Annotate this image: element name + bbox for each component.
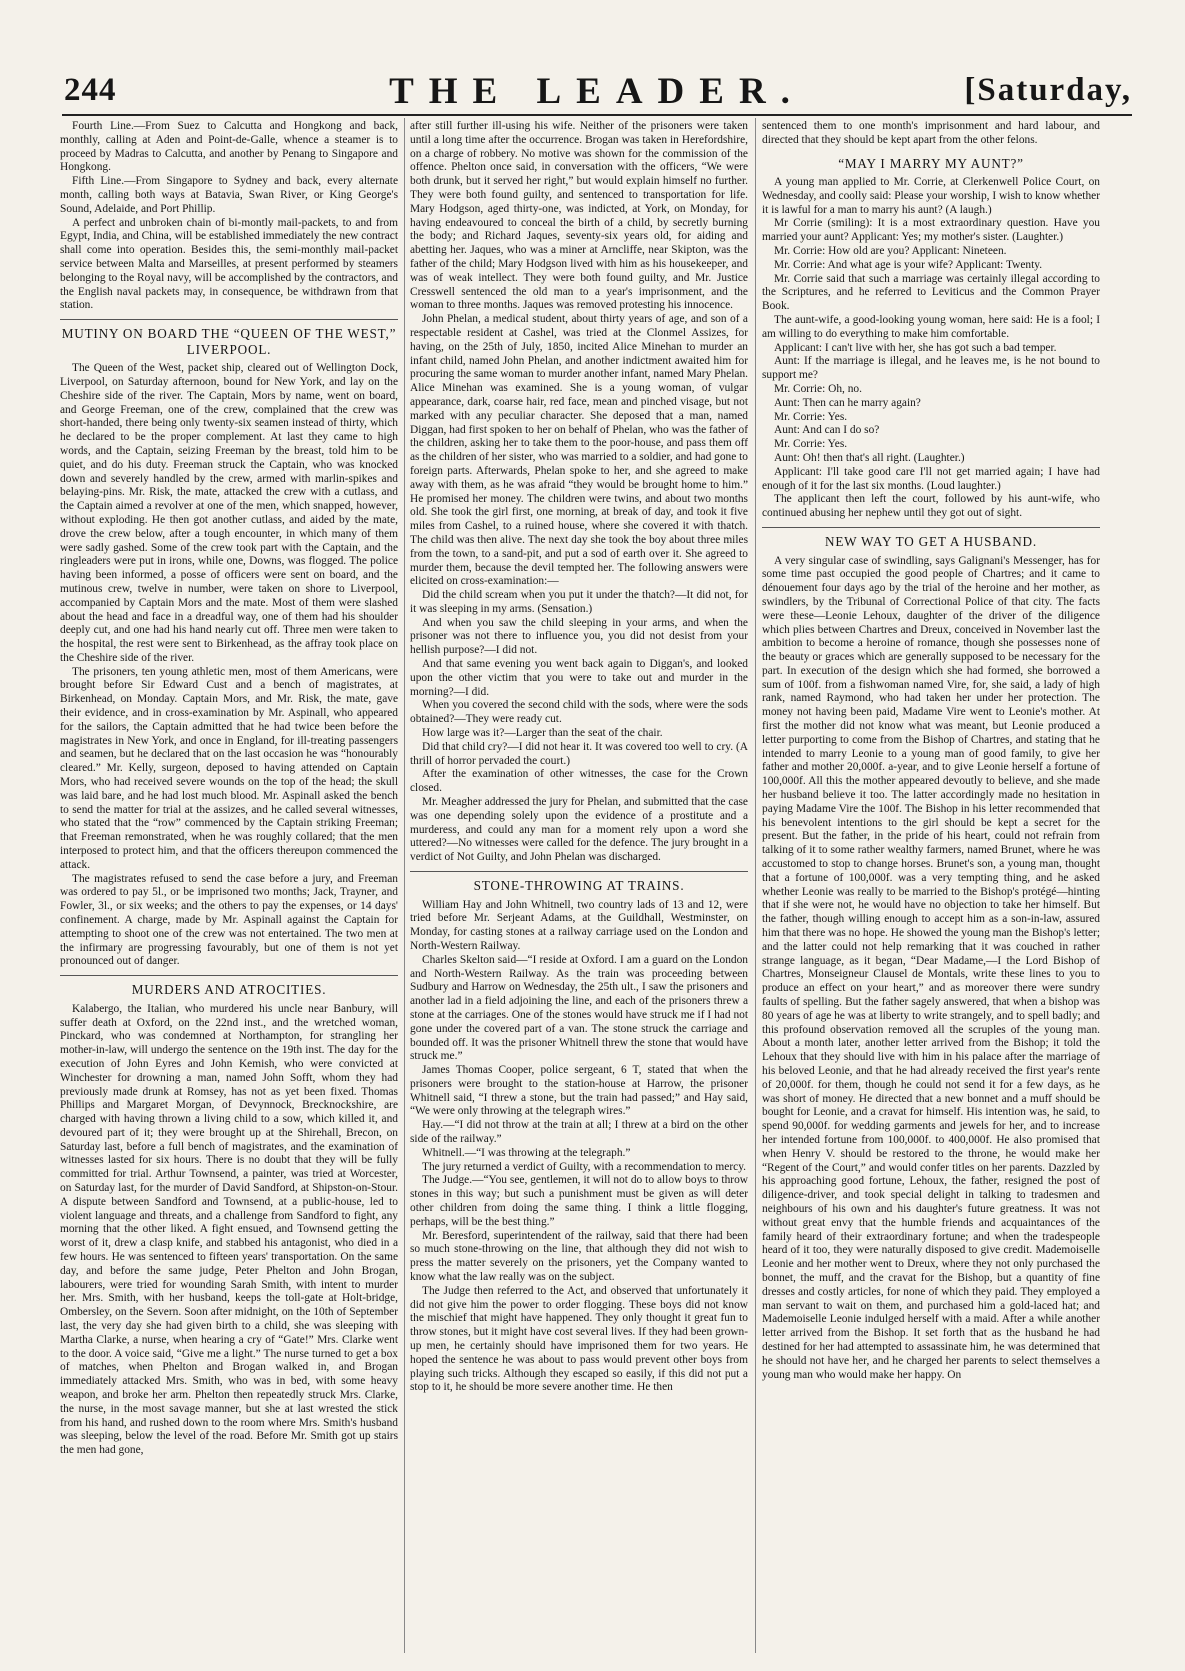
paragraph: Whitnell.—“I was throwing at the telegraph.” — [422, 1146, 631, 1159]
column-divider — [404, 118, 405, 1653]
paragraph: Mr. Corrie: Oh, no. — [774, 383, 862, 396]
issue-day: [Saturday, — [964, 72, 1132, 108]
article-heading: STONE-THROWING AT TRAINS. — [410, 871, 748, 894]
paper-title: THE LEADER. — [389, 71, 805, 112]
paragraph: The magistrates refused to send the case before a jury, and Freeman was ordered to pay 5l., or be imprisoned two months; Jack, Trayner, and Fowler, 3l., or six weeks; and the others to pay the expenses, or 14 days' confinement. A charge, made by Mr. Aspinall against the Captain for attempting to shoot one of the crew was not entertained. The two men at the infirmary are progressing favourably, but one of them is not yet pronounced out of danger. — [60, 872, 398, 968]
column-2 — [410, 120, 748, 1652]
masthead-rule — [62, 114, 1132, 116]
qa-line: How large was it?—Larger than the seat of the chair. — [422, 727, 663, 740]
column-divider — [755, 118, 756, 1653]
qa-line: And when you saw the child sleeping in your arms, and when the prisoner was not there to influence you, you did not desist from your hellish purpose?—I did not. — [410, 616, 748, 657]
paragraph: The Judge then referred to the Act, and observed that unfortunately it did not give him the power to order flogging. These boys did not know the mischief that might have happened. They only thought it great fun to throw stones, but it might have cost several lives. If they had been grown-up men, he certainly should have imprisoned them for two years. He hoped the sentence he was about to pass would prevent other boys from playing such tricks. Although they escaped so easily, if this did not put a stop to it, he should be more severe another time. He then — [410, 1284, 748, 1394]
paragraph: Applicant: I can't live with her, she has got such a bad temper. — [774, 341, 1057, 354]
paragraph: The jury returned a verdict of Guilty, with a recommendation to mercy. — [422, 1160, 746, 1173]
paragraph: Mr. Meagher addressed the jury for Phelan, and submitted that the case was one depending solely upon the evidence of a prostitute and a murderess, and could any man for a moment rely upon a word she uttered?—No witnesses were called for the defence. The jury brought in a verdict of Not Guilty, and John Phelan was discharged. — [410, 796, 748, 864]
paragraph: The prisoners, ten young athletic men, most of them Americans, were brought before Sir Edward Cust and a bench of magistrates, at Birkenhead, on Monday. Captain Mors, and Mr. Risk, the mate, gave their evidence, and in cross-examination by Mr. Aspinall, who appeared for the sailors, the Captain admitted that he had twice been before the magistrates in New York, and once in England, for ill-treating passengers and seamen, but he declared that on the last occasion he was “honourably cleared.” Mr. Kelly, surgeon, deposed to having attended on Captain Mors, who had received severe wounds on the top of the head; the skull was laid bare, and he had lost much blood. Mr. Aspinall asked the bench to send the matter for trial at the assizes, and he called several witnesses, who stated that the “row” commenced by the Captain striking Freeman; that Freeman remonstrated, when he was roughly collared; that the men interposed to protect him, and that the officers thereupon commenced the attack. — [60, 665, 398, 871]
paragraph: Mr. Corrie said that such a marriage was certainly illegal according to the Scriptures, and he referred to Leviticus and the Common Prayer Book. — [762, 272, 1100, 313]
article-heading: NEW WAY TO GET A HUSBAND. — [762, 527, 1100, 550]
paragraph: Mr. Corrie: How old are you? Applicant: Nineteen. — [774, 245, 1007, 258]
page-number: 244 — [64, 72, 117, 108]
paragraph: Aunt: Oh! then that's all right. (Laughter.) — [774, 452, 965, 465]
paragraph: Aunt: And can I do so? — [774, 424, 880, 437]
paragraph: Applicant: I'll take good care I'll not get married again; I have had enough of it for the last six months. (Loud laughter.) — [762, 465, 1100, 492]
paragraph: Mr Corrie (smiling): It is a most extraordinary question. Have you married your aunt? Applicant: Yes; my mother's sister. (Laughter.) — [762, 217, 1100, 244]
paragraph: A young man applied to Mr. Corrie, at Clerkenwell Police Court, on Wednesday, and coolly said: Please your worship, I wish to know whether it is lawful for a man to marry his aunt? (A laugh.) — [762, 176, 1100, 216]
paragraph: A very singular case of swindling, says Galignani's Messenger, has for some time past occupied the good people of Chartres; and it came to dénouement four days ago by the trial of the heroine and her mother, as swindlers, by the Tribunal of Correctional Police of that city. The facts were these—Leonie Lehoux, daughter of the driver of the diligence which plies between Chartres and Dreux, conceived in November last the ambition to become a heroine of romance, though she possesses none of the beauty or graces which are generally supposed to be necessary for the part. In execution of the design which she had formed, she borrowed a sum of 100f. from a fishwoman named Vire, for, she said, a lady of high rank, named Raymond, who had taken her under her protection. The money not having been paid, Madame Vire went to Leonie's mother. At first the mother did not know what was meant, but Leonie produced a letter purporting to come from the Bishop of Chartres, and stating that he intended to marry Leonie to a young man of good family, to give her father and mother 20,000f. a-year, and to give Leonie herself a fortune of 100,000f. All this the mother appeared devoutly to believe, and she made her husband believe it too. The latter accordingly made no hesitation in paying Madame Vire the 100f. The Bishop in his letter recommended that his benevolent intentions to the girl should be kept a secret for the present. But the father, in the pride of his heart, could not refrain from talking of it to some rather wealthy farmers, named Brunet, where he was accustomed to stop to change horses. Brunet's son, a young man, thought that a fortune of 100,000f. was a very tempting thing, and he asked whether Leonie was really to be married to the Bishop's protégé—hinting that if she were not, he would have no objection to take her himself. But the father, though willing enough to accept him as a son-in-law, assured him that there was no hope. He showed the young man the Bishop's letter; and the latter could not help remarking that it was couched in rather strange language, as it began, “Dear Madame,—I the Lord Bishop of Chartres, Monseigneur Clausel de Montals, write these lines to you to produce an effect on your heart,” and as moreover there were sundry faults of spelling. But the father sagely answered, that when a bishop was 80 years of age he was at liberty to write strangely, and to spell badly; and this profound observation removed all the scruples of the young man. About a month later, another letter arrived from the Bishop; it told the Lehoux that they should live with him in his palace after the marriage of his beloved Leonie, and that he had already received the first year's rente of 20,000f. for them, though he could not send it for a few days, as he was short of money. He directed that a new bonnet and a muff should be bought for Leonie, and a cravat for himself. His intention was, he said, to spend 90,000f. for wedding garments and jewels for her, and to increase her intended fortune from 100,000f. to 400,000f. He also promised that when Henry V. should be restored to the throne, he would make her “Regent of the Court,” and would confer titles on her parents. Dazzled by his approaching good fortune, Lehoux, the father, resigned the post of diligence-driver, and took special delight in talking to tradesmen and neighbours of his own and his daughter's future greatness. It was not without great envy that the humble friends and acquaintances of the family heard of their extraordinary fortune; and when the tradespeople heard of it too, they were naturally disposed to give credit. Mademoiselle Leonie and her mother went to Dreux, where they not only purchased the bonnet, the muff, and the cravat for the Bishop, but a quantity of fine dresses and costly articles, for none of which they paid. They employed a man servant to wait on them, and purchased him a gold-laced hat; and Mademoiselle Leonie indulged herself with a maid. After a while another letter arrived from the Bishop. It set forth that as the husband he had destined for her had attempted to assassinate him, he was determined that he should not have her, and he charged her parents to select themselves a young man who would make her happy. On — [762, 554, 1100, 1381]
column-3 — [762, 120, 1100, 1652]
paragraph: The aunt-wife, a good-looking young woman, here said: He is a fool; I am willing to do everything to make him comfortable. — [762, 314, 1100, 340]
paragraph: after still further ill-using his wife. Neither of the prisoners were taken until a long time after the occurrence. Brogan was taken in Herefordshire, on a charge of robbery. No motive was shown for the commission of the offence. Phelton once said, in conversation with the officers, “We were both drunk, but it served her right,” but would explain himself no further. They were both found guilty, and sentenced to transportation for life. Mary Hodgson, aged thirty-one, was indicted, at York, on Monday, for having endeavoured to conceal the birth of a child, by secretly burning the body; and Richard Jaques, seventy-six years old, for aiding and abetting her. Jaques, who was a miner at Arncliffe, near Skipton, was the father of the child; Mary Hodgson lived with him as his housekeeper, and was of weak intellect. They were both found guilty, and Mr. Justice Cresswell sentenced the old man to a year's imprisonment, and the woman to three months. Jaques was removed protesting his innocence. — [410, 120, 748, 312]
paragraph: A perfect and unbroken chain of bi-montly mail-packets, to and from Egypt, India, and China, will be established immediately the new contract shall come into operation. Besides this, the semi-monthly mail-packet service between Malta and Marseilles, at present performed by steamers belonging to the Royal navy, will be accomplished by the contractors, and the English naval packets may, in consequence, be withdrawn from that station. — [60, 216, 398, 312]
paragraph: Fourth Line.—From Suez to Calcutta and Hongkong and back, monthly, calling at Aden and Point-de-Galle, whence a steamer is to proceed by Madras to Calcutta, and another by Penang to Singapore and Hongkong. — [60, 120, 398, 174]
paragraph: Charles Skelton said—“I reside at Oxford. I am a guard on the London and North-Western Railway. As the train was proceeding between Sudbury and Harrow on Wednesday, the 25th ult., I saw the prisoners and another lad in a field adjoining the line, and each of the prisoners threw a stone at the carriages. One of the stones would have struck me if I had not gone under the covered part of a van. The stone struck the carriage and bounded off. It was the prisoner Whitnell threw the stone that would have struck me.” — [410, 953, 748, 1063]
paragraph: Mr. Beresford, superintendent of the railway, said that there had been so much stone-throwing on the line, that although they did not wish to press the matter severely on the prisoners, yet the Company wanted to know what the law really was on the subject. — [410, 1229, 748, 1284]
article-heading: MUTINY ON BOARD THE “QUEEN OF THE WEST,” LIVERPOOL. — [60, 319, 398, 357]
paragraph: Mr. Corrie: Yes. — [774, 438, 848, 451]
paragraph: The Queen of the West, packet ship, cleared out of Wellington Dock, Liverpool, on Saturday afternoon, bound for New York, and lay on the Cheshire side of the river. The Captain, Mors by name, went on board, and George Freeman, one of the crew, complained that the crew was short-handed, there being only twenty-six seamen instead of thirty, which he declared to be the proper complement. At last they came to high words, and the Captain, seizing Freeman by the breast, told him to be quiet, and do his duty. Freeman struck the Captain, who was knocked down and severely handled by the crew, armed with marlin-spikes and belaying-pins. Mr. Risk, the mate, attacked the crew with a cutlass, and the Captain aimed a revolver at one of the men, which snapped, however, without exploding. He then got another cutlass, and aided by the mate, drove the crew below, after a tough encounter, in which many of them were sadly gashed. Some of the crew took part with the Captain, and the ringleaders were put in irons, while one, Downs, was flogged. The police having been informed, a posse of officers were sent on board, and the mutinous crew, twelve in number, were taken on shore to Liverpool, accompanied by Captain Mors and the mate. Most of them were slashed about the head and face in a dreadful way, one of them had his shoulder deeply cut, and one had his hand nearly cut off. Three men were taken to the hospital, the rest were sent to Birkenhead, as the affray took place on the Cheshire side of the river. — [60, 362, 398, 664]
qa-line: Did the child scream when you put it under the thatch?—It did not, for it was sleeping in my arms. (Sensation.) — [410, 589, 748, 615]
paragraph: Mr. Corrie: And what age is your wife? Applicant: Twenty. — [774, 258, 1043, 271]
paragraph: sentenced them to one month's imprisonment and hard labour, and directed that they should be kept apart from the other felons. — [762, 120, 1100, 146]
paragraph: William Hay and John Whitnell, two country lads of 13 and 12, were tried before Mr. Serjeant Adams, at the Guildhall, Westminster, on Monday, for casting stones at a railway carriage used on the London and North-Western Railway. — [410, 898, 748, 952]
paragraph: John Phelan, a medical student, about thirty years of age, and son of a respectable resident at Cashel, was tried at the Clonmel Assizes, for having, on the 25th of July, 1850, incited Alice Minehan to murder an infant child, named John Phelan, and another indictment awaited him for procuring the same woman to murder another infant, named Mary Phelan. Alice Minehan was examined. She is a young woman, of vulgar appearance, dark, coarse hair, red face, mean and pinched visage, but not marked with any peculiar character. She deposed that a man, named Diggan, had first spoken to her on behalf of Phelan, who was the father of the children, asking her to take them to the poor-house, and pass them off as the children of her sister, who was married to a soldier, and had gone to foreign parts. Afterwards, Phelan spoke to her, and she agreed to make away with them, as he was afraid “they would be brought home to him.” He promised her money. The children were twins, and about two months old. She took the girl first, one morning, at break of day, and took it five miles from Cashel, to a ruined house, where she covered it with thatch. The child was then alive. The next day she took the boy about three miles from the town, to a sand-pit, and put a sod of earth over it. She agreed to murder them, because the devil tempted her. The following answers were elicited on cross-examination:— — [410, 313, 748, 588]
paragraph: Kalabergo, the Italian, who murdered his uncle near Banbury, will suffer death at Oxford, on the 22nd inst., and the wretched woman, Pinckard, who was condemned at Northampton, for strangling her mother-in-law, will undergo the sentence on the 19th inst. The day for the execution of John Eyres and John Kemish, who were convicted at Winchester for drowning a man, named John Sofft, whom they had previously made drunk at Romsey, has not as yet been fixed. Thomas Phillips and Margaret Morgan, of Devynnock, Brecknockshire, are charged with having thrown a living child to a sow, which killed it, and devoured part of it; they were brought up at the Shirehall, Brecon, on Saturday last, before a full bench of magistrates, and the examination of witnesses lasted for six hours. There is no doubt that they will be fully committed for trial. Arthur Townsend, a painter, was tried at Worcester, on Saturday last, for the murder of David Sandford, at Shipston-on-Stour. A dispute between Sandford and Townsend, at a public-house, led to violent language and threats, and a challenge from Sandford to fight, any morning that the other liked. A fight ensued, and Townsend getting the worst of it, drew a clasp knife, and stabbed his antagonist, who died in a few hours. He was sentenced to fifteen years' transportation. On the same day, and before the same judge, Peter Phelton and John Brogan, labourers, were tried for wounding Sarah Smith, with intent to murder her. Mrs. Smith, with her husband, keeps the toll-gate at Holt-bridge, Ombersley, on the Severn. Soon after midnight, on the 10th of September last, the very day she had given birth to a child, she was sleeping with Martha Clarke, a nurse, when hearing a cry of “Gate!” Mrs. Clarke went to the door. A voice said, “Give me a light.” The nurse turned to get a box of matches, when Phelton and Brogan walked in, and Brogan immediately attacked Mrs. Smith, who was in bed, with some heavy weapon, and broke her arm. Phelton then repeatedly struck Mrs. Clarke, the nurse, in the most savage manner, but she at last wrested the stick from his hand, and rushed down to the room where Mrs. Smith's husband was sleeping, below the level of the road. Before Mr. Smith got up stairs the men had gone, — [60, 1002, 398, 1457]
paragraph: Aunt: If the marriage is illegal, and he leaves me, is he not bound to support me? — [762, 355, 1100, 382]
qa-line: And that same evening you went back again to Diggan's, and looked upon the other victim that you were to take out and murder in the morning?—I did. — [410, 658, 748, 698]
paragraph: Mr. Corrie: Yes. — [774, 410, 848, 423]
paragraph: Aunt: Then can he marry again? — [774, 396, 921, 409]
paragraph: James Thomas Cooper, police sergeant, 6 T, stated that when the prisoners were brought to the station-house at Harrow, the prisoner Whitnell said, “I threw a stone, but the train had passed;” and Hay said, “We were only throwing at the telegraph wires.” — [410, 1064, 748, 1118]
masthead — [62, 50, 1132, 114]
paragraph: Fifth Line.—From Singapore to Sydney and back, every alternate month, calling both ways at Batavia, Swan River, or King George's Sound, Adelaide, and Port Phillip. — [60, 175, 398, 215]
paragraph: Hay.—“I did not throw at the train at all; I threw at a bird on the other side of the railway.” — [410, 1119, 748, 1146]
qa-line: Did that child cry?—I did not hear it. It was covered too well to cry. (A thrill of horror pervaded the court.) — [410, 740, 748, 767]
article-heading: “MAY I MARRY MY AUNT?” — [838, 155, 1024, 171]
article-heading: MURDERS AND ATROCITIES. — [60, 975, 398, 998]
paragraph: The applicant then left the court, followed by his aunt-wife, who continued abusing her nephew until they got out of sight. — [762, 493, 1100, 520]
column-1 — [60, 120, 398, 1652]
paragraph: The Judge.—“You see, gentlemen, it will not do to allow boys to throw stones in this way; but such a punishment must be given as will deter other children from doing the same thing. I think a little flogging, perhaps, will be the best thing.” — [410, 1174, 748, 1228]
qa-line: When you covered the second child with the sods, where were the sods obtained?—They were ready cut. — [410, 699, 748, 726]
paragraph: After the examination of other witnesses, the case for the Crown closed. — [410, 768, 748, 795]
